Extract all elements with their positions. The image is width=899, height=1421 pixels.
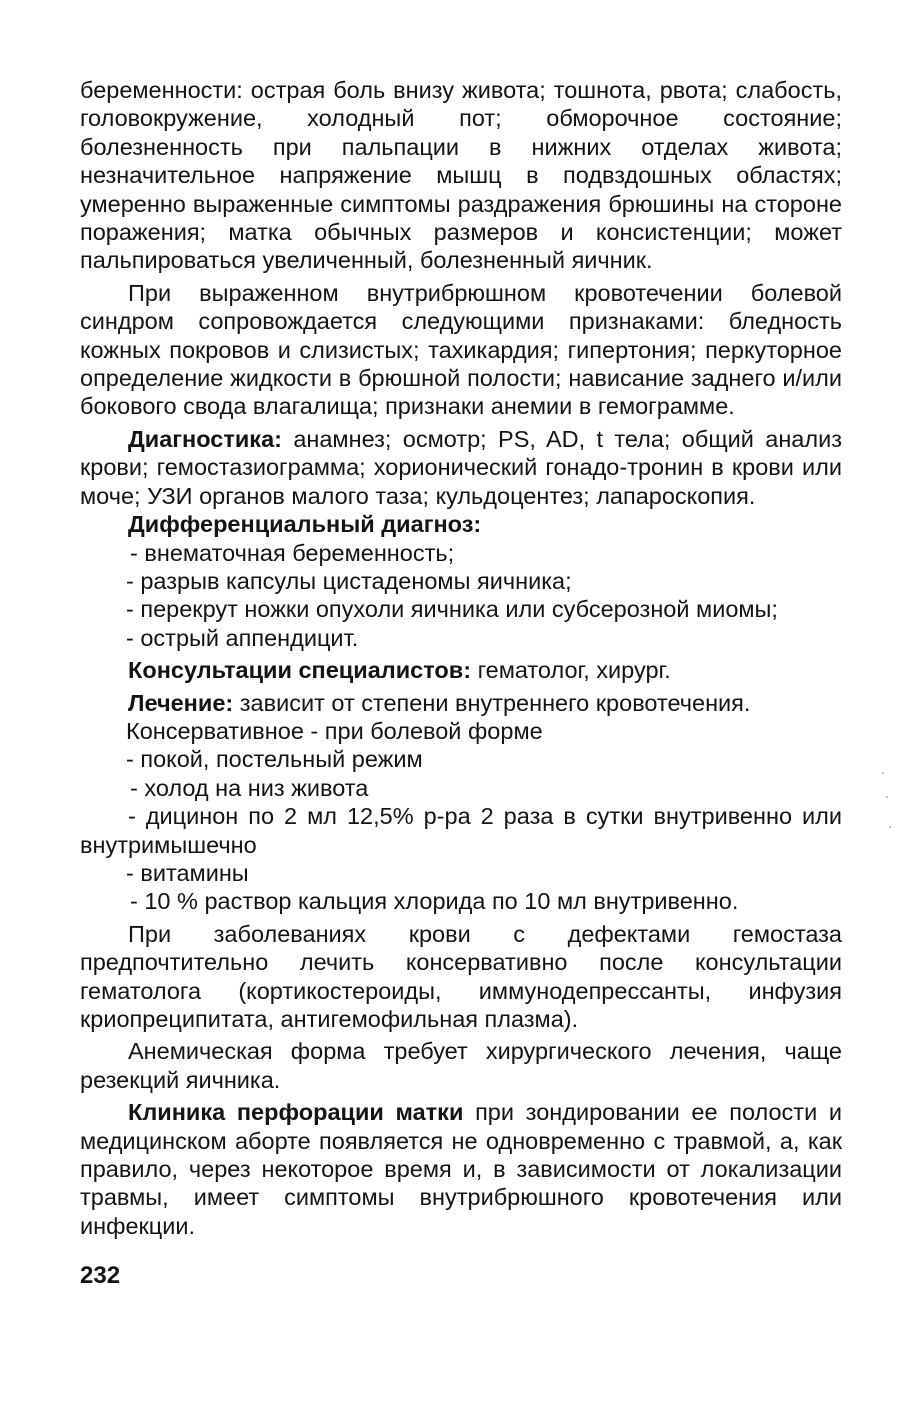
treatment-heading: Лечение: (128, 689, 234, 716)
diagnostics-heading: Диагностика: (128, 425, 282, 452)
list-item: - дицинон по 2 мл 12,5% р-ра 2 раза в сутки внутривенно или внутримышечно (80, 803, 842, 858)
consultations-heading: Консультации специалистов: (128, 657, 472, 684)
list-item: - холод на низ живота (130, 774, 369, 801)
list-item: - 10 % раствор кальция хлорида по 10 мл внутривенно. (130, 888, 739, 915)
list-item: - внематочная беременность; (130, 539, 455, 566)
list-item: Консервативное - при болевой форме (126, 717, 543, 744)
perforation-heading: Клиника перфорации матки (128, 1099, 464, 1126)
differential-heading-label: Дифференциальный диагноз: (128, 511, 482, 538)
diagnostics-text: анамнез; осмотр; PS, AD, t тела; общий анализ крови; гемостазиограмма; хорионический гонадо-тронин в крови или моче; УЗИ органов малого таза; кульдоцентез; лапароскопия. (80, 425, 842, 509)
scan-speck (889, 826, 891, 828)
scan-speck (886, 796, 888, 798)
scan-speck (882, 772, 884, 774)
paragraph-perforation (80, 1098, 842, 1240)
consultations-text: гематолог, хирург. (471, 657, 671, 684)
list-item: - покой, постельный режим (126, 746, 423, 773)
differential-heading (80, 510, 842, 538)
paragraph-blood-disorders: При заболеваниях крови с дефектами гемостаза предпочтительно лечить консервативно после консультации гематолога (кортикостероиды, иммунодепрессанты, инфузия криопреципитата, антигемофильная плазма). (80, 920, 842, 1032)
page-body (80, 76, 842, 1240)
treatment-text: зависит от степени внутреннего кровотечения. (233, 689, 751, 716)
paragraph-bleeding: При выраженном внутрибрюшном кровотечении болевой синдром сопровождается следующими признаками: бледность кожных покровов и слизистых; тахикардия; гипертония; перкуторное определение жидкости в брюшной полости; нависание заднего и/или бокового свода влагалища; признаки анемии в гемограмме. (80, 279, 842, 420)
list-item: - перекрут ножки опухоли яичника или субсерозной миомы; (126, 596, 778, 623)
perforation-text: при зондировании ее полости и медицинском аборте появляется не одновременно с травмой, а, как правило, через некоторое время и, в зависимости от локализации травмы, имеет симптомы внутрибрюшного кровотечения или инфекции. (80, 1099, 842, 1239)
paragraph-treatment (80, 689, 842, 717)
list-item: - острый аппендицит. (126, 624, 359, 651)
paragraph-anemic-form: Анемическая форма требует хирургического лечения, чаще резекций яичника. (80, 1038, 842, 1093)
paragraph-consultations (80, 656, 842, 684)
list-item: - витамины (126, 859, 249, 886)
list-item: - разрыв капсулы цистаденомы яичника; (126, 567, 572, 594)
paragraph-symptoms: беременности: острая боль внизу живота; тошнота, рвота; слабость, головокружение, холодный пот; обморочное состояние; болезненность при пальпации в нижних отделах живота; незначительное напряжение мышц в подвздошных областях; умеренно выраженные симптомы раздражения брюшины на стороне поражения; матка обычных размеров и консистенции; может пальпироваться увеличенный, болезненный яичник. (80, 77, 842, 274)
paragraph-diagnostics (80, 425, 842, 510)
page-number: 232 (80, 1262, 121, 1289)
